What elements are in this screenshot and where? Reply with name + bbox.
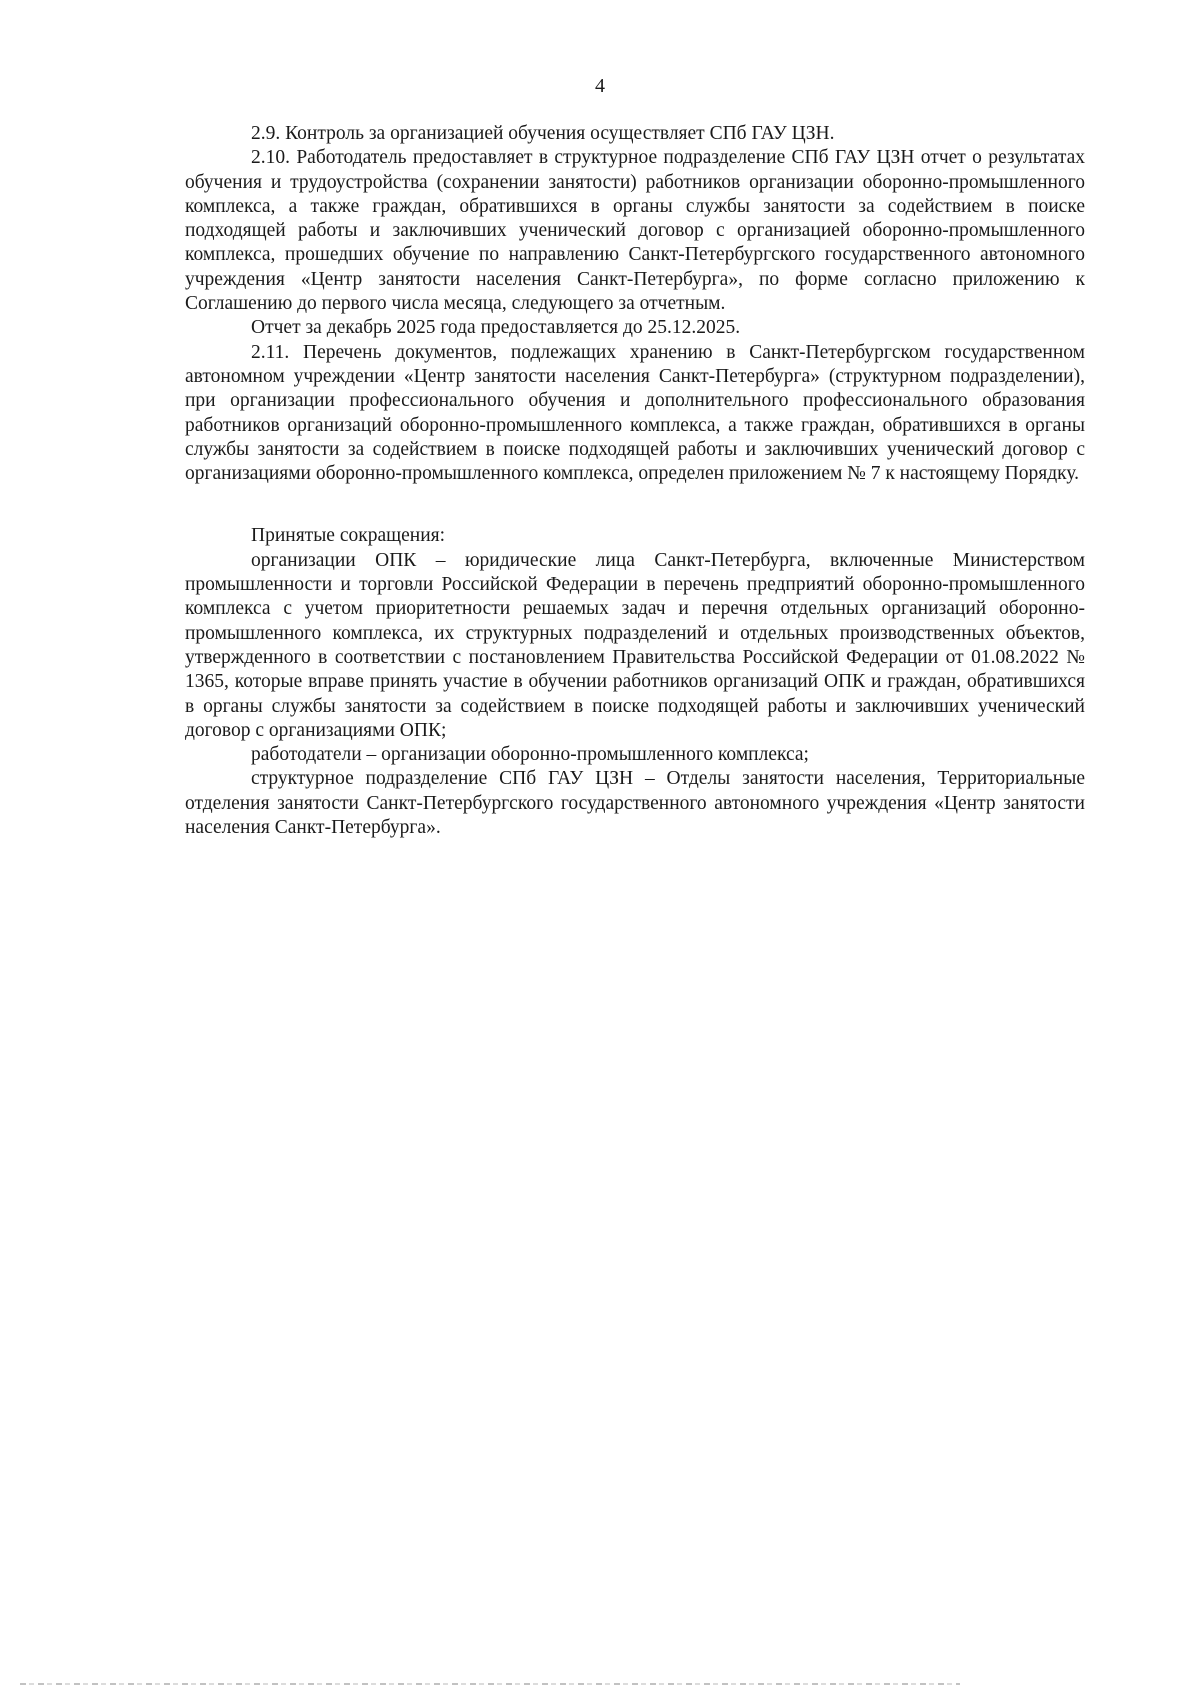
page-number: 4: [595, 75, 605, 97]
abbreviation-item: организации ОПК – юридические лица Санкт-Петербурга, включенные Министерством промышленности и торговли Российской Федерации в перечень предприятий оборонно-промышленного комплекса с учетом приоритетности решаемых задач и перечня отдельных организаций оборонно-промышленного комплекса, их структурных подразделений и отдельных производственных объектов, утвержденного в соответствии с постановлением Правительства Российской Федерации от 01.08.2022 № 1365, которые вправе принять участие в обучении работников организаций ОПК и граждан, обратившихся в органы службы занятости за содействием в поиске подходящей работы и заключивших ученический договор с организациями ОПК;: [185, 549, 1085, 741]
clause-2-11: 2.11. Перечень документов, подлежащих хранению в Санкт-Петербургском государственном автономном учреждении «Центр занятости населения Санкт-Петербурга» (структурном подразделении), при организации профессионального обучения и дополнительного профессионального образования работников организаций оборонно-промышленного комплекса, а также граждан, обратившихся в органы службы занятости за содействием в поиске подходящей работы и заключивших ученический договор с организациями оборонно-промышленного комплекса, определен приложением № 7 к настоящему Порядку.: [185, 341, 1085, 485]
abbreviation-item: структурное подразделение СПб ГАУ ЦЗН – Отделы занятости населения, Территориальные отделения занятости Санкт-Петербургского государственного автономного учреждения «Центр занятости населения Санкт-Петербурга».: [185, 768, 1085, 839]
clause-2-9: 2.9. Контроль за организацией обучения осуществляет СПб ГАУ ЦЗН.: [251, 123, 835, 144]
abbreviation-item: работодатели – организации оборонно-промышленного комплекса;: [251, 744, 809, 766]
section-gap: [185, 486, 1085, 524]
abbreviations-heading: Принятые сокращения:: [251, 525, 446, 547]
report-deadline: Отчет за декабрь 2025 года предоставляется до 25.12.2025.: [251, 317, 741, 339]
clause-2-10: 2.10. Работодатель предоставляет в структурное подразделение СПб ГАУ ЦЗН отчет о результатах обучения и трудоустройства (сохранении занятости) работников организации оборонно-промышленного комплекса, а также граждан, обратившихся в органы службы занятости за содействием в поиске подходящей работы и заключивших ученический договор с организацией оборонно-промышленного комплекса, прошедших обучение по направлению Санкт-Петербургского государственного автономного учреждения «Центр занятости населения Санкт-Петербурга», по форме согласно приложению к Соглашению до первого числа месяца, следующего за отчетным.: [185, 147, 1085, 315]
scan-edge-artifact: [20, 1683, 960, 1685]
document-body: [185, 122, 1085, 840]
